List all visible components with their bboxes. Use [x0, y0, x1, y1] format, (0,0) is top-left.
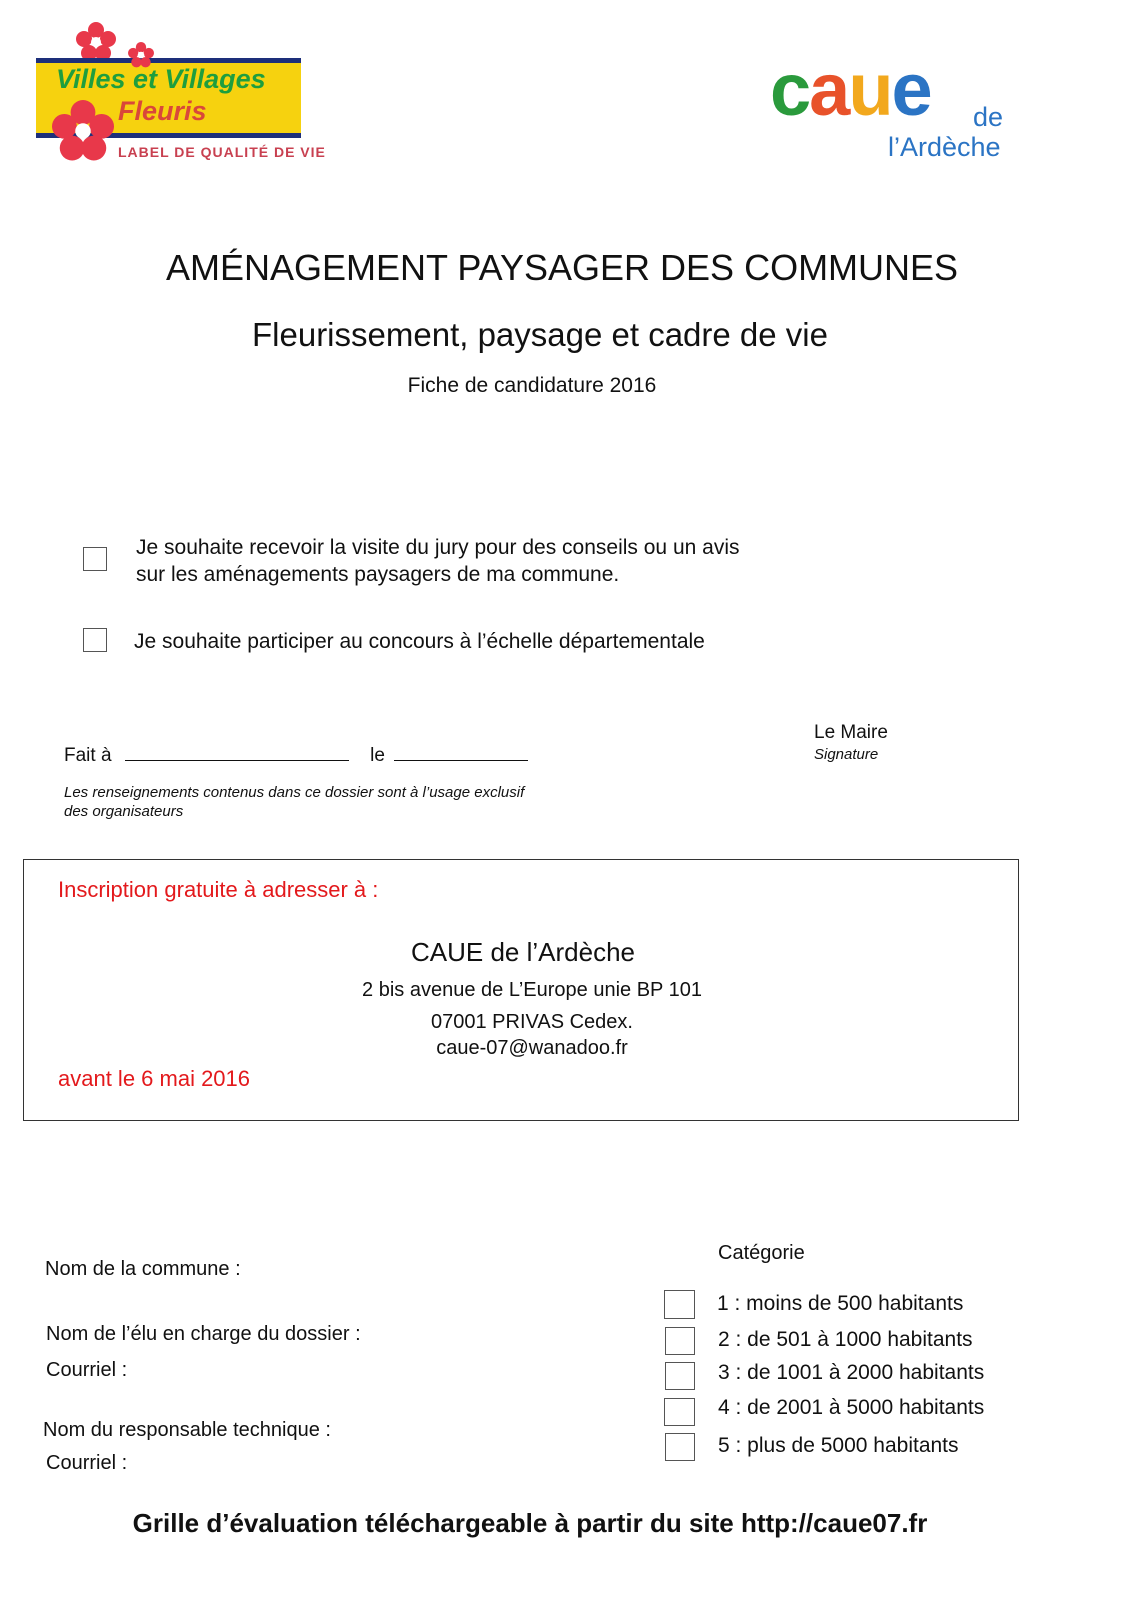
caue-letter: u — [848, 48, 892, 131]
fait-a-field[interactable] — [125, 742, 349, 761]
option-jury-visit-line2: sur les aménagements paysagers de ma commune. — [136, 563, 620, 586]
footer-download-note: Grille d’évaluation téléchargeable à partir du site http://caue07.fr — [132, 1508, 928, 1538]
technique-email-field-label: Courriel : — [46, 1452, 128, 1474]
category-1-label: 1 : moins de 500 habitants — [717, 1292, 964, 1315]
category-3-checkbox[interactable] — [665, 1362, 695, 1390]
logo-tagline: LABEL DE QUALITÉ DE VIE — [118, 144, 326, 160]
caue-de-text: de — [973, 102, 1004, 132]
flower-icon — [76, 22, 116, 62]
category-3-label: 3 : de 1001 à 2000 habitants — [718, 1361, 985, 1384]
inscription-heading: Inscription gratuite à adresser à : — [58, 877, 379, 902]
logo-text-villes-villages: Villes et Villages — [56, 64, 266, 94]
caue-letter: e — [891, 48, 931, 131]
org-name: CAUE de l’Ardèche — [411, 937, 635, 967]
commune-field-label: Nom de la commune : — [45, 1258, 241, 1280]
privacy-notice-line1: Les renseignements contenus dans ce dossier sont à l’usage exclusif — [64, 784, 525, 801]
category-2-label: 2 : de 501 à 1000 habitants — [718, 1328, 973, 1351]
deadline: avant le 6 mai 2016 — [58, 1066, 251, 1091]
option-jury-visit-label — [136, 534, 739, 588]
fait-a-label: Fait à — [64, 745, 112, 766]
technique-field-label: Nom du responsable technique : — [43, 1419, 331, 1441]
category-5-label: 5 : plus de 5000 habitants — [718, 1434, 959, 1457]
flower-icon — [52, 100, 114, 162]
caue-letter: a — [809, 48, 849, 131]
option-jury-visit-checkbox[interactable] — [83, 547, 107, 571]
date-field[interactable] — [394, 742, 528, 761]
maire-label: Le Maire — [814, 722, 888, 743]
category-5-checkbox[interactable] — [665, 1433, 695, 1461]
villes-villages-fleuris-logo — [36, 20, 326, 170]
caue-letter: c — [770, 48, 810, 131]
privacy-notice — [64, 783, 584, 821]
fait-a-row — [64, 742, 528, 767]
category-2-checkbox[interactable] — [665, 1327, 695, 1355]
category-title: Catégorie — [718, 1242, 805, 1264]
elu-email-field-label: Courriel : — [46, 1359, 128, 1381]
org-city: 07001 PRIVAS Cedex. — [431, 1011, 633, 1033]
caue-ardeche-logo — [770, 50, 1030, 170]
page-title: AMÉNAGEMENT PAYSAGER DES COMMUNES — [165, 247, 959, 288]
category-4-label: 4 : de 2001 à 5000 habitants — [718, 1396, 985, 1419]
elu-field-label: Nom de l’élu en charge du dossier : — [46, 1323, 361, 1345]
category-4-checkbox[interactable] — [664, 1398, 695, 1426]
option-concours-checkbox[interactable] — [83, 628, 107, 652]
option-concours-label: Je souhaite participer au concours à l’échelle départementale — [134, 630, 705, 653]
page-subtitle: Fleurissement, paysage et cadre de vie — [252, 316, 828, 353]
signature-label: Signature — [814, 746, 879, 763]
form-name: Fiche de candidature 2016 — [407, 374, 657, 397]
caue-wordmark — [770, 50, 931, 130]
privacy-notice-line2: des organisateurs — [64, 803, 184, 820]
le-label: le — [370, 745, 385, 766]
org-email[interactable]: caue-07@wanadoo.fr — [436, 1037, 628, 1059]
option-jury-visit-line1: Je souhaite recevoir la visite du jury pour des conseils ou un avis — [136, 536, 740, 559]
caue-region-text: l’Ardèche — [888, 132, 1001, 162]
category-1-checkbox[interactable] — [664, 1290, 695, 1319]
logo-text-fleuris: Fleuris — [118, 96, 207, 126]
org-street: 2 bis avenue de L’Europe unie BP 101 — [362, 979, 702, 1001]
